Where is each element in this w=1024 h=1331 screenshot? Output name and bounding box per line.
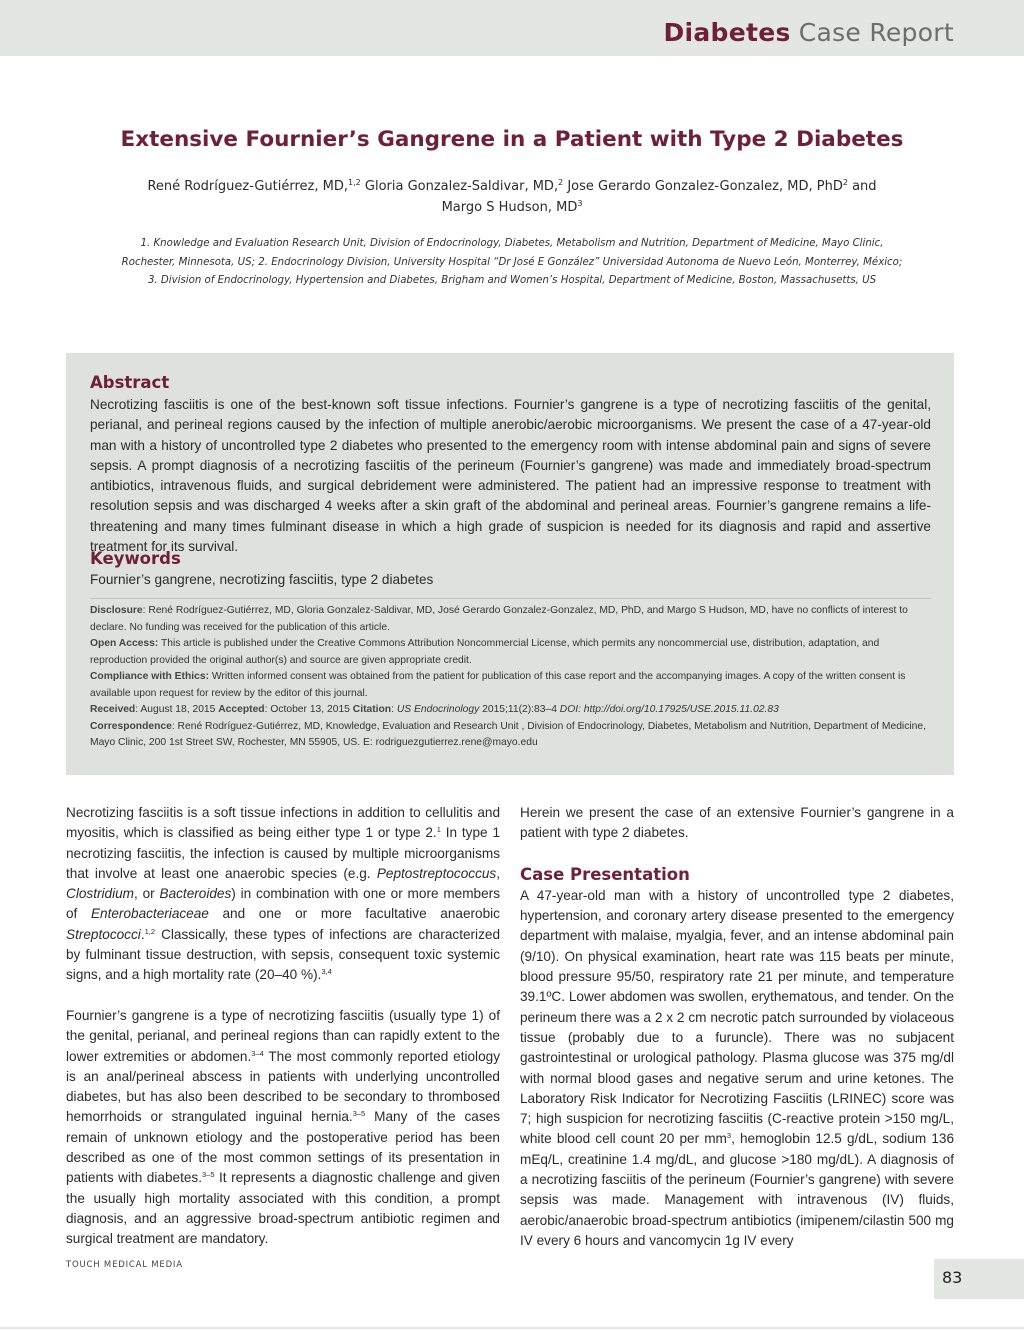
body-paragraph: Herein we present the case of an extensive Fournier’s gangrene in a patient with type 2 diabetes. bbox=[520, 805, 954, 841]
journal-section-label bbox=[663, 18, 954, 47]
affiliation-line: 3. Division of Endocrinology, Hypertension and Diabetes, Brigham and Women’s Hospital, Department of Medicine, Boston, Massachusetts, US bbox=[147, 275, 877, 286]
article-metadata bbox=[90, 603, 931, 752]
author-4-affil: 3 bbox=[577, 199, 583, 208]
article-title: Extensive Fournier’s Gangrene in a Patient with Type 2 Diabetes bbox=[120, 127, 904, 152]
affiliations bbox=[80, 235, 944, 291]
abstract-heading: Abstract bbox=[90, 373, 170, 392]
affiliation-line: 1. Knowledge and Evaluation Research Unit, Division of Endocrinology, Diabetes, Metabolism and Nutrition, Department of Medicine, Mayo Clinic, bbox=[140, 238, 884, 249]
page-number: 83 bbox=[942, 1268, 963, 1287]
abstract-divider bbox=[90, 598, 931, 599]
author-3-affil: 2 bbox=[842, 178, 848, 187]
dates-citation: Received: August 18, 2015 Accepted: October 13, 2015 Citation: US Endocrinology 2015;11(2):83–4 DOI: http://doi.org/10.17925/USE.2015.11.02.83 bbox=[90, 704, 779, 715]
ethics-statement: Compliance with Ethics: Written informed consent was obtained from the patient for publication of this case report and the accompanying images. A copy of the written consent is available upon request for review by the editor of this journal. bbox=[90, 671, 906, 699]
body-column-left bbox=[66, 803, 500, 1270]
body-paragraph: A 47-year-old man with a history of uncontrolled type 2 diabetes, hypertension, and coronary artery disease presented to the emergency department with malaise, myalgia, fever, and an intense abdominal pain (9/10). On physical examination, heart rate was 115 beats per minute, blood pressure 95/50, respiratory rate 21 per minute, and temperature 39.1ºC. Lower abdomen was swollen, erythematous, and tender. On the perineum there was a 2 x 2 cm necrotic patch surrounded by violaceous tissue (probably due to a furuncle). There was no subjacent gastrointestinal or urological pathology. Plasma glucose was 375 mg/dl with normal blood gases and negative serum and urine ketones. The Laboratory Risk Indicator for Necrotizing Fasciitis (LRINEC) score was 7; high suspicion for necrotizing fasciitis (C-reactive protein >150 mg/L, white blood cell count 20 per $mm^3$, hemoglobin 12.5 g/dL, sodium 136 mEq/L, creatinine 1.4 mg/dL, and glucose >180 mg/dL). A diagnosis of a necrotizing fasciitis of the perineum (Fournier’s gangrene) with severe sepsis was made. Management with intravenous (IV) fluids, aerobic/anaerobic broad-spectrum antibiotics (imipenem/cilastin 500 mg IV every 6 hours and vancomycin 1g IV every bbox=[520, 887, 954, 1248]
keywords-text: Fournier’s gangrene, necrotizing fasciitis, type 2 diabetes bbox=[90, 572, 434, 587]
page-number-box bbox=[934, 1259, 1024, 1299]
correspondence: Correspondence: René Rodríguez-Gutiérrez, MD, Knowledge, Evaluation and Research Unit , Division of Endocrinology, Diabetes, Metabolism and Nutrition, Department of Medicine, Mayo Clinic, 200 1st Street SW, Rochester, MN 55905, US. E: rodriguezgutierrez.rene@mayo.edu bbox=[90, 720, 926, 748]
body-paragraph: Necrotizing fasciitis is a soft tissue infections in addition to cellulitis and myositis, which is classified as being either type 1 or type 2.$^1$ In type 1 necrotizing fasciitis, the infection is caused by multiple microorganisms that involve at least one anaerobic species (e.g. Peptostreptococcus, Clostridium, or Bacteroides) in combination with one or more members of Enterobacteriaceae and one or more facultative anaerobic Streptococci.$^{1,2}$ Classically, these types of infections are characterized by fulminant tissue destruction, with sepsis, consequent toxic systemic signs, and a high mortality rate (20–40 %).$^{3,4}$ bbox=[66, 805, 500, 983]
body-column-right bbox=[520, 803, 954, 1272]
author-2-affil: 2 bbox=[558, 178, 564, 187]
publisher-footer: TOUCH MEDICAL MEDIA bbox=[66, 1260, 183, 1270]
author-1: René Rodríguez-Gutiérrez, MD, bbox=[147, 179, 349, 194]
section-heading-case-presentation: Case Presentation bbox=[520, 864, 690, 884]
author-1-affil: 1,2 bbox=[348, 178, 361, 187]
article-type: Case Report bbox=[798, 18, 954, 47]
affiliation-line: Rochester, Minnesota, US; 2. Endocrinology Division, University Hospital “Dr José E González” Universidad Autonoma de Nuevo León, Monterrey, México; bbox=[121, 256, 903, 268]
header-bar bbox=[0, 0, 1024, 56]
journal-name: Diabetes bbox=[663, 18, 791, 47]
disclosure-statement: Disclosure: René Rodríguez-Gutiérrez, MD, Gloria Gonzalez-Saldivar, MD, José Gerardo Gonzalez-Gonzalez, MD, PhD, and Margo S Hudson, MD, have no conflicts of interest to declare. No funding was received for the publication of this article. bbox=[90, 605, 908, 633]
abstract-panel bbox=[66, 353, 954, 775]
author-2: Gloria Gonzalez-Saldivar, MD, bbox=[360, 179, 559, 194]
author-and: and bbox=[847, 179, 877, 194]
author-list bbox=[90, 176, 934, 218]
author-4: Margo S Hudson, MD bbox=[441, 200, 578, 215]
body-paragraph: Fournier’s gangrene is a type of necrotizing fasciitis (usually type 1) of the genital, perianal, and perineal regions than can rapidly extent to the lower extremities or abdomen.$^{3-4}$ The most commonly reported etiology is an anal/perineal abscess in patients with underlying uncontrolled diabetes, but has also been described to be secondary to thrombosed hemorrhoids or strangulated inguinal hernia.$^{3-5}$ Many of the cases remain of unknown etiology and the postoperative period has been described as one of the most common settings of its presentation in patients with diabetes.$^{3-5}$ It represents a diagnostic challenge and given the usually high mortality associated with this condition, a prompt diagnosis, and an aggressive broad-spectrum antibiotic regimen and surgical treatment are mandatory. bbox=[66, 1007, 501, 1247]
abstract-text: Necrotizing fasciitis is one of the best-known soft tissue infections. Fournier’s gangrene is a type of necrotizing fasciitis of the genital, perianal, and perineal regions caused by the infection of multiple anerobic/aerobic microorganisms. We present the case of a 47-year-old man with a history of uncontrolled type 2 diabetes who presented to the emergency room with intense abdominal pain and signs of severe sepsis. A prompt diagnosis of a necrotizing fasciitis of the perineum (Fournier’s gangrene) was made and immediately broad-spectrum antibiotics, intravenous fluids, and surgical debridement were administered. The patient had an impressive response to treatment with resolution sepsis and was discharged 4 weeks after a skin graft of the abdominal and perineal areas. Fournier’s gangrene remains a life-threatening and many times fulminant disease in which a high grade of suspicion is needed for its diagnosis and rapid and assertive treatment for its survival. bbox=[90, 397, 931, 555]
open-access-statement: Open Access: This article is published under the Creative Commons Attribution Noncommercial License, which permits any noncommercial use, distribution, adaptation, and reproduction provided the original author(s) and source are given appropriate credit. bbox=[90, 638, 880, 666]
author-3: Jose Gerardo Gonzalez-Gonzalez, MD, PhD bbox=[563, 179, 843, 194]
bottom-rule bbox=[0, 1327, 1024, 1329]
keywords-heading: Keywords bbox=[90, 549, 181, 568]
doi-link[interactable]: DOI: http://doi.org/10.17925/USE.2015.11.02.83 bbox=[559, 704, 779, 715]
